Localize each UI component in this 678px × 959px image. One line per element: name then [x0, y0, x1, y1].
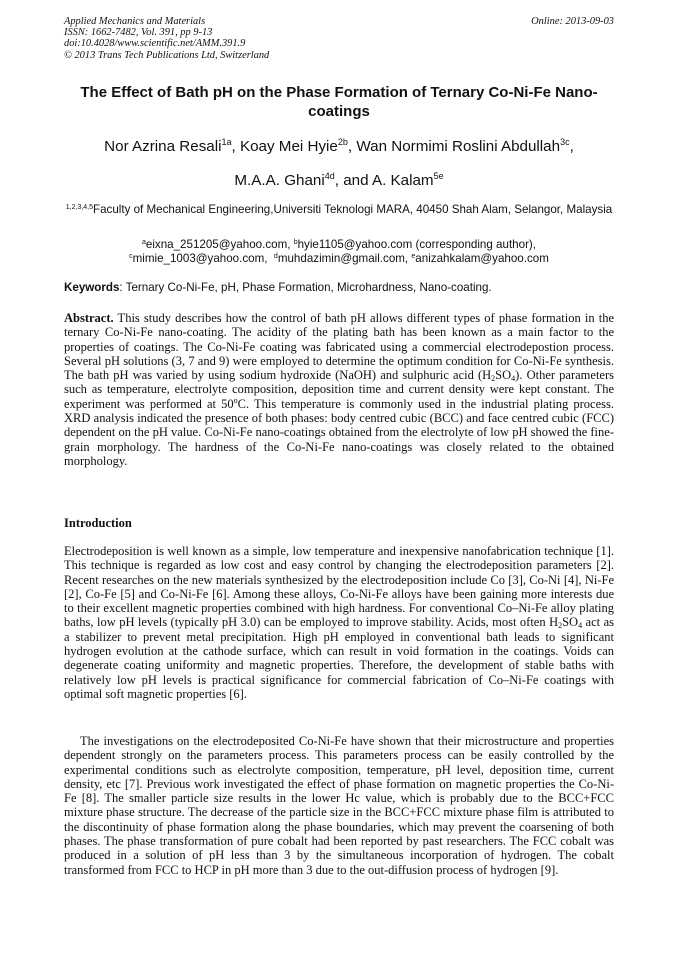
author-name: Wan Normimi Roslini Abdullah — [356, 138, 561, 155]
author-affil-mark: 4d — [324, 171, 335, 181]
email-mark: d — [273, 253, 278, 261]
email-address: eixna_251205@yahoo.com, — [145, 238, 291, 251]
email-address: mimie_1003@yahoo.com, — [132, 252, 268, 266]
abstract-text: C. This temperature is commonly used in the industrial plating process. XRD analysis indicated the presence of both phases: body centred cubic (BCC) and face centred cubic (FCC) dependent on the pH value. Co-Ni-Fe nano-coatings obtained from the electrolyte of low pH showed the fine-grain morphology. The hardness of the Co-Ni-Fe nano-coatings was closely related to the obtained morphology. — [64, 396, 615, 468]
abstract-text: ). Other parameters such as temperature, electrolyte composition, deposition time and current density were kept constant. The experiment was performed at 50 — [64, 368, 614, 411]
section-heading: Introduction — [64, 516, 132, 530]
affiliation-text: Faculty of Mechanical Engineering,Universiti Teknologi MARA, 40450 Shah Alam, Selangor, Malaysia — [93, 203, 613, 216]
email-mark: c — [129, 253, 133, 261]
abstract — [64, 311, 614, 468]
keywords-text: : Ternary Co-Ni-Fe, pH, Phase Formation, Microhardness, Nano-coating. — [119, 281, 492, 294]
degree-superscript: o — [233, 395, 238, 405]
subscript: 2 — [491, 374, 496, 384]
keywords-label: Keywords — [64, 281, 120, 294]
online-date: Online: 2013-09-03 — [531, 16, 614, 27]
journal-name: Applied Mechanics and Materials — [64, 16, 206, 27]
issn-line: ISSN: 1662-7482, Vol. 391, pp 9-13 — [64, 27, 213, 39]
author-name: A. Kalam — [371, 172, 434, 189]
author-name: Nor Azrina Resali — [104, 138, 222, 155]
abstract-text: SO — [495, 368, 512, 383]
author-name: M.A.A. Ghani — [234, 172, 325, 189]
paragraph-text: Electrodeposition is well known as a simple, low temperature and inexpensive nanofabrication technique [1]. This technique is regarded as low cost and easy control by changing the electrodeposition parameters [2]. Recent researches on the new materials synthesized by the electrodeposition include Co [3], Co-Ni [4], Ni-Fe [2], Co-Fe [5] and Co-Ni-Fe [6]. Among these alloys, Co-Ni-Fe alloys have been gaining more interests due to their excellent magnetic properties combined with high hardness. For conventional Co–Ni-Fe alloy plating baths, low pH levels (typically pH 3.0) can be employed to improve stability. Acids, most often H — [64, 544, 614, 630]
affiliation-mark: 1,2,3,4,5 — [65, 204, 94, 211]
author-list: Nor Azrina Resali$^{1a}$, Koay Mei Hyie$^{2b}$, Wan Normimi Roslini Abdullah$^{3c}$, M.A.A. Ghani$^{4d}$, and A. Kalam$^{5e}$ — [104, 137, 574, 189]
subscript: 4 — [578, 621, 583, 631]
copyright-line: © 2013 Trans Tech Publications Ltd, Switzerland — [64, 49, 270, 61]
email-list — [64, 238, 614, 267]
paper-title: The Effect of Bath pH on the Phase Formation of Ternary Co-Ni-Fe Nano-coatings — [80, 84, 598, 120]
subscript: 2 — [558, 621, 563, 631]
paragraph-text: SO — [562, 615, 579, 630]
paragraph-text: act as a stabilizer to prevent metal precipitation. High pH employed in conventional bath leads to significant hydrogen evolution at the cathode surface, which can result in void formation in the coatings. Voids can degenerate coating uniformity and magnetic properties. Therefore, the development of stable baths with relatively low pH levels is practical significance for commercial fabrication of Co–Ni-Fe coatings with optimal soft magnetic properties [6]. — [64, 615, 615, 701]
author-affil-mark: 2b — [337, 137, 348, 147]
paragraph — [64, 544, 614, 701]
keywords — [64, 281, 614, 295]
abstract-text: This study describes how the control of bath pH allows different types of phase formation in the ternary Co-Ni-Fe nano-coating. The acidity of the plating bath has been known as a main factor to the properties of coatings. The Co-Ni-Fe coating was fabricated using a commercial electrodepostion process. Several pH solutions (3, 7 and 9) were employed to determine the optimum condition for Co-Ni-Fe synthesis. The bath pH was varied by using sodium hydroxide (NaOH) and sulphuric acid (H — [64, 311, 614, 383]
doi-line: doi:10.4028/www.scientific.net/AMM.391.9 — [64, 38, 246, 50]
paragraph: The investigations on the electrodeposited Co-Ni-Fe have shown that their microstructure and properties dependent strongly on the parameters process. This parameters process can be easily controlled by the experimental conditions such as electrolyte composition, temperature, pH level, deposition time, current density, etc [7]. Previous work investigated the effect of phase formation on magnetic properties the Co-Ni-Fe [8]. The smaller particle size results in the lower Hc value, which is probably due to the BCC+FCC mixture phase structure. The decrease of the particle size in the BCC+FCC mixture phase film is attributed to the discontinuity of phase formation along the phase boundaries, which may prevent the coarsening of both phases. The phase transformation of pure cobalt had been reported by past researchers. The FCC cobalt was produced in a solution of pH less than 3 by the simultaneous incorporation of hydrogen. The cobalt transformed from FCC to HCP in pH more than 3 due to the out-diffusion process of hydrogen [9]. — [64, 734, 614, 877]
email-address: hyie1105@yahoo.com (corresponding author), — [297, 238, 537, 251]
author-conjunction: and — [343, 172, 369, 189]
author-affil-mark: 1a — [221, 137, 232, 147]
email-mark: b — [293, 239, 298, 246]
email-mark: e — [411, 253, 416, 261]
journal-header — [64, 16, 269, 61]
affiliation — [64, 203, 614, 217]
email-mark: a — [141, 239, 146, 246]
subscript: 4 — [511, 374, 516, 384]
abstract-label: Abstract. — [64, 311, 114, 325]
email-address: muhdazimin@gmail.com, — [277, 252, 409, 266]
author-affil-mark: 3c — [560, 137, 570, 147]
author-affil-mark: 5e — [433, 171, 444, 181]
author-name: Koay Mei Hyie — [239, 138, 338, 155]
email-address: anizahkalam@yahoo.com — [415, 252, 549, 266]
